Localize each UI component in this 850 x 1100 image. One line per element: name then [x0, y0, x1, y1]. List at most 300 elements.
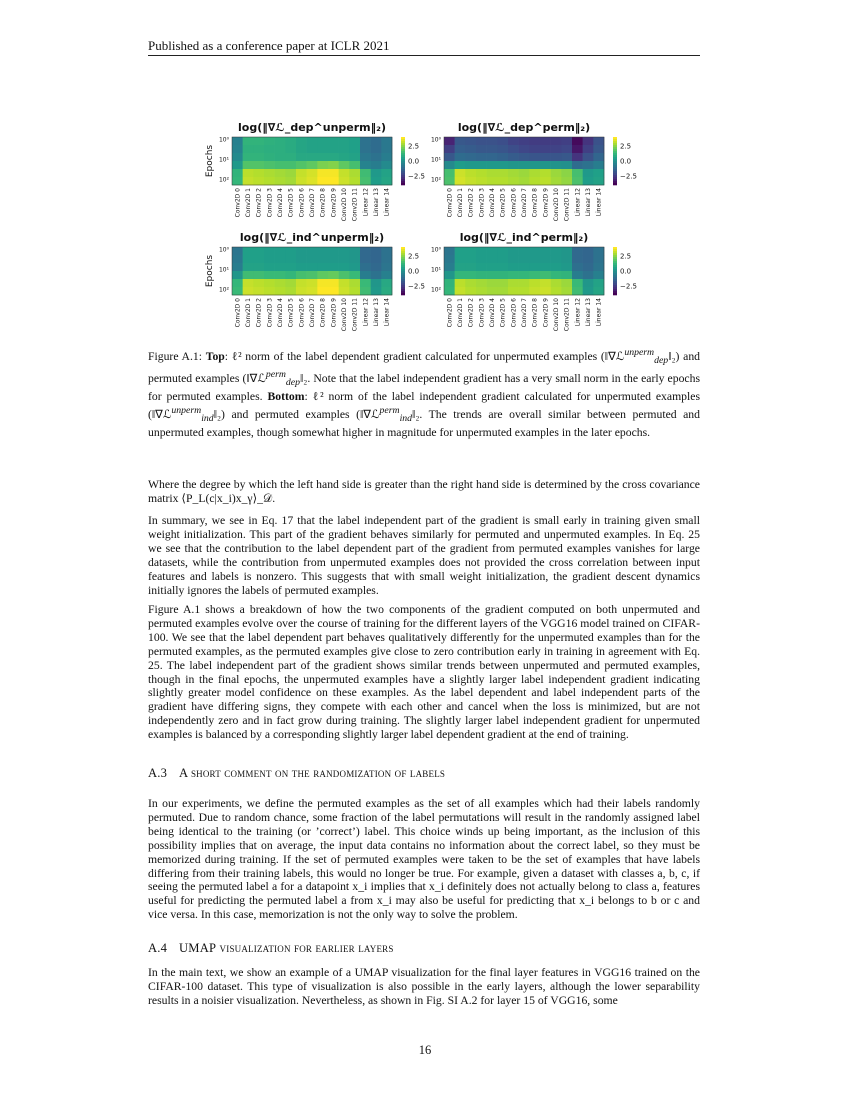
heatmap-cell [381, 161, 392, 169]
figure-caption [148, 346, 700, 440]
heatmap-cell [551, 247, 562, 255]
heatmap-cell [444, 287, 455, 295]
heatmap-cell [551, 287, 562, 295]
caption-math: perm [265, 369, 286, 381]
heatmap-cell [317, 271, 328, 279]
x-tick-label: Conv2D 7 [521, 298, 528, 328]
heatmap-cell [529, 287, 540, 295]
heatmap-cell [243, 279, 254, 287]
heatmap-cell [275, 169, 286, 177]
heatmap-cell [551, 271, 562, 279]
heatmap-cell [551, 279, 562, 287]
heatmap-cell [487, 177, 498, 185]
heatmap-cell [561, 137, 572, 145]
heatmap-cell [328, 169, 339, 177]
colorbar-segment [401, 265, 405, 267]
header-rule [148, 55, 700, 56]
heatmap-cell [497, 161, 508, 169]
x-tick-label: Conv2D 9 [542, 298, 550, 328]
colorbar-segment [401, 271, 405, 273]
x-tick-label: Conv2D 4 [277, 298, 284, 328]
heatmap-cell [519, 169, 530, 177]
x-tick-label: Conv2D 1 [245, 298, 252, 328]
colorbar-segment [613, 279, 617, 281]
heatmap-cell [371, 279, 382, 287]
colorbar-tick-label: 2.5 [408, 252, 420, 261]
paragraph [148, 603, 700, 742]
heatmap-cell [296, 177, 307, 185]
colorbar-segment [613, 257, 617, 259]
heatmap-cell [519, 271, 530, 279]
heatmap-cell [264, 255, 275, 263]
heatmap-cell [572, 145, 583, 153]
heatmap-cell [455, 263, 466, 271]
colorbar-segment [401, 175, 405, 177]
heatmap-cell [328, 161, 339, 169]
paragraph-text: In summary, we see in Eq. 17 that the label independent part of the gradient is small early in training given small weight initialization. This part of the gradient behaves similarly for permuted and unpermuted examples. In Eq. 25 we see that the contribution to the label dependent part of the gradient from permuted examples vanishes for large datasets, while the contribution from unpermuted examples does not provided the cross correlation between input features and labels is nonzero. This suggests that with small weight initialization, the gradient descent dynamics initially ignores the labels of permuted examples. [148, 514, 700, 597]
heatmap-cell [371, 137, 382, 145]
heatmap-cell [285, 153, 296, 161]
heatmap-cell [497, 145, 508, 153]
heatmap-cell [465, 169, 476, 177]
section-title: visualization for earlier layers [216, 941, 394, 955]
heatmap-cell [243, 137, 254, 145]
heatmap-cell [317, 247, 328, 255]
y-tick-label: 10¹ [430, 156, 441, 164]
heatmap-cell [444, 153, 455, 161]
heatmap-cell [572, 169, 583, 177]
heatmap-cell [476, 145, 487, 153]
heatmap-cell [253, 279, 264, 287]
heatmap-cell [243, 271, 254, 279]
heatmap-cell [275, 255, 286, 263]
x-tick-label: Linear 14 [383, 188, 391, 217]
heatmap-cell [307, 161, 318, 169]
heatmap-cell [360, 247, 371, 255]
heatmap-cell [497, 279, 508, 287]
heatmap-cell [371, 247, 382, 255]
heatmap-cell [561, 153, 572, 161]
colorbar-segment [613, 283, 617, 285]
heatmap-cell [561, 247, 572, 255]
colorbar-tick-label: −2.5 [620, 172, 637, 181]
caption-text: : ℓ² norm of the label dependent gradient calculated for unpermuted examples (‖∇ℒ [224, 349, 625, 363]
heatmap-cell [349, 279, 360, 287]
x-tick-label: Linear 13 [585, 188, 592, 217]
heatmap-cell [360, 153, 371, 161]
heatmap-cell [529, 255, 540, 263]
heatmap-cell [328, 153, 339, 161]
heatmap-cell [285, 145, 296, 153]
heatmap-cell [360, 263, 371, 271]
heatmap-cell [285, 247, 296, 255]
colorbar-segment [613, 263, 617, 265]
colorbar-segment [401, 169, 405, 171]
caption-math: ind [201, 413, 214, 425]
colorbar-segment [613, 255, 617, 257]
x-tick-label: Linear 12 [362, 188, 370, 217]
colorbar-tick-label: 2.5 [620, 252, 632, 261]
heatmap-cell [487, 279, 498, 287]
x-tick-label: Linear 12 [362, 298, 370, 327]
x-tick-label: Conv2D 8 [319, 188, 327, 218]
colorbar-segment [401, 143, 405, 145]
heatmap-cell [583, 287, 594, 295]
heatmap-cell [381, 287, 392, 295]
colorbar-segment [613, 251, 617, 253]
heatmap-cell [264, 137, 275, 145]
heatmap-cell [497, 137, 508, 145]
heatmap-cell [508, 287, 519, 295]
heatmap-cell [593, 287, 604, 295]
colorbar-segment [401, 163, 405, 165]
heatmap-cell [360, 287, 371, 295]
colorbar-segment [401, 281, 405, 283]
heatmap-cell [307, 137, 318, 145]
heatmap-cell [519, 161, 530, 169]
heatmap-cell [529, 145, 540, 153]
heatmap-cell [328, 271, 339, 279]
colorbar-tick-label: 0.0 [620, 267, 632, 276]
heatmap-cell [487, 145, 498, 153]
heatmap-cell [551, 263, 562, 271]
colorbar-segment [613, 151, 617, 153]
heatmap-cell [243, 263, 254, 271]
heatmap-cell [339, 161, 350, 169]
heatmap-cell [296, 279, 307, 287]
heatmap-cell [561, 279, 572, 287]
heatmap-cell [253, 255, 264, 263]
x-tick-label: Conv2D 7 [309, 188, 316, 218]
colorbar-segment [401, 289, 405, 291]
heatmap-cell [593, 137, 604, 145]
heatmap-cell [232, 137, 243, 145]
colorbar-segment [613, 253, 617, 255]
heatmap-cell [349, 137, 360, 145]
heatmap-cell [572, 161, 583, 169]
heatmap-cell [455, 169, 466, 177]
x-tick-label: Conv2D 3 [478, 188, 486, 218]
colorbar-segment [401, 267, 405, 269]
heatmap-cell [307, 177, 318, 185]
x-tick-label: Conv2D 0 [446, 298, 454, 328]
heatmap-cell [561, 161, 572, 169]
colorbar-segment [401, 279, 405, 281]
heatmap-cell [583, 271, 594, 279]
heatmap-cell [371, 145, 382, 153]
colorbar-segment [613, 281, 617, 283]
heatmap-cell [264, 145, 275, 153]
heatmap-cell [349, 169, 360, 177]
heatmap-cell [339, 137, 350, 145]
heatmap-cell [540, 247, 551, 255]
colorbar-segment [401, 173, 405, 175]
colorbar-segment [401, 157, 405, 159]
x-tick-label: Conv2D 3 [478, 298, 486, 328]
heatmap-cell [285, 137, 296, 145]
heatmap-cell [307, 145, 318, 153]
heatmap-cell [444, 145, 455, 153]
heatmap-cell [232, 255, 243, 263]
x-tick-label: Conv2D 0 [446, 188, 454, 218]
heatmap-cell [540, 279, 551, 287]
heatmap-cell [371, 153, 382, 161]
x-tick-label: Conv2D 2 [467, 188, 475, 218]
heatmap-cell [476, 263, 487, 271]
heatmap-cell [349, 153, 360, 161]
x-tick-label: Linear 13 [373, 188, 380, 217]
heatmap-cell [508, 169, 519, 177]
heatmap-cell [476, 271, 487, 279]
x-tick-label: Linear 14 [383, 298, 391, 327]
heatmap-cell [455, 177, 466, 185]
section-title-acronym: UMAP [179, 941, 217, 955]
heatmap-cell [519, 247, 530, 255]
x-tick-label: Conv2D 11 [563, 298, 571, 332]
heatmap-cell [285, 271, 296, 279]
x-tick-label: Linear 13 [585, 298, 592, 327]
x-tick-label: Conv2D 7 [521, 188, 528, 218]
heatmap-cell [455, 247, 466, 255]
heatmap-cell [264, 177, 275, 185]
heatmap-cell [572, 279, 583, 287]
heatmap-cell [583, 169, 594, 177]
x-tick-label: Conv2D 4 [489, 188, 496, 218]
heatmap-cell [444, 177, 455, 185]
heatmap-cell [307, 287, 318, 295]
heatmap-cell [328, 177, 339, 185]
heatmap-cell [232, 169, 243, 177]
heatmap-cell [296, 287, 307, 295]
heatmap-cell [349, 271, 360, 279]
heatmap-cell [296, 271, 307, 279]
heatmap-cell [317, 169, 328, 177]
heatmap-cell [497, 263, 508, 271]
heatmap-cell [328, 145, 339, 153]
heatmap-cell [551, 153, 562, 161]
caption-top: Top [205, 349, 225, 363]
heatmap-cell [529, 177, 540, 185]
heatmap-cell [465, 137, 476, 145]
caption-text: ‖₂. Note that the label independent gradient has a very small norm in the early epochs for permuted examples. [148, 372, 700, 404]
heatmap-cell [349, 145, 360, 153]
heatmap-cell [381, 153, 392, 161]
heatmap-cell [508, 247, 519, 255]
colorbar-segment [613, 155, 617, 157]
heatmap-cell [593, 263, 604, 271]
heatmap-cell [349, 263, 360, 271]
y-tick-label: 10² [218, 286, 229, 294]
heatmap-cell [381, 145, 392, 153]
heatmap-cell [275, 271, 286, 279]
x-tick-label: Conv2D 9 [330, 298, 338, 328]
heatmap-cell [497, 255, 508, 263]
heatmap-cell [540, 287, 551, 295]
x-tick-label: Conv2D 8 [531, 188, 539, 218]
heatmap-cell [296, 145, 307, 153]
paragraph [148, 966, 700, 1008]
paragraph-text: In the main text, we show an example of a UMAP visualization for the final layer features in VGG16 trained on the CIFAR-100 dataset. This type of visualization is also possible in the early layers, although the lower separability results in a noisier visualization. Nevertheless, as shown in Fig. SI A.2 for layer 15 of VGG16, some [148, 966, 700, 1007]
x-tick-label: Conv2D 2 [467, 298, 475, 328]
heatmap-cell [275, 279, 286, 287]
heatmap-cell [339, 263, 350, 271]
colorbar-segment [613, 147, 617, 149]
heatmap-cell [253, 271, 264, 279]
x-tick-label: Conv2D 4 [277, 188, 284, 218]
heatmap-cell [285, 177, 296, 185]
colorbar-segment [613, 139, 617, 141]
heatmap-cell [232, 279, 243, 287]
heatmap-cell [232, 271, 243, 279]
heatmap-cell [529, 169, 540, 177]
heatmap-cell [328, 263, 339, 271]
heatmap-cell [328, 279, 339, 287]
heatmap-cell [264, 263, 275, 271]
heatmap-cell [519, 153, 530, 161]
heatmap-cell [508, 279, 519, 287]
heatmap-cell [561, 271, 572, 279]
heatmap-cell [540, 145, 551, 153]
section-heading-a4 [148, 941, 394, 956]
heatmap-cell [551, 169, 562, 177]
figure-a1-heatmaps [200, 110, 640, 340]
heatmap-cell [339, 169, 350, 177]
heatmap-cell [253, 177, 264, 185]
colorbar-segment [401, 253, 405, 255]
colorbar-segment [613, 271, 617, 273]
heatmap-cell [317, 263, 328, 271]
heatmap-cell [561, 177, 572, 185]
heatmap-cell [487, 153, 498, 161]
heatmap-cell [593, 161, 604, 169]
colorbar-tick-label: 0.0 [620, 157, 632, 166]
heatmap-cell [561, 145, 572, 153]
heatmap-cell [264, 287, 275, 295]
heatmap-cell [487, 287, 498, 295]
heatmap-cell [317, 279, 328, 287]
heatmap-cell [339, 287, 350, 295]
heatmap-cell [487, 271, 498, 279]
heatmap-cell [455, 153, 466, 161]
caption-text: : ℓ² norm of the label independent gradient calculated for unpermuted examples (‖∇ℒ [148, 390, 701, 422]
heatmap-cell [465, 271, 476, 279]
heatmap-cell [455, 161, 466, 169]
heatmap-cell [476, 177, 487, 185]
colorbar-segment [613, 143, 617, 145]
colorbar-tick-label: −2.5 [620, 282, 637, 291]
colorbar-segment [401, 251, 405, 253]
heatmap-cell [540, 137, 551, 145]
heatmap-cell [264, 161, 275, 169]
colorbar-segment [401, 151, 405, 153]
heatmap-title: log(‖∇ℒ_ind^unperm‖₂) [239, 231, 385, 244]
heatmap-cell [243, 177, 254, 185]
paragraph [148, 514, 700, 597]
heatmap-cell [253, 137, 264, 145]
heatmap-cell [285, 255, 296, 263]
colorbar-segment [401, 171, 405, 173]
heatmap-cell [371, 287, 382, 295]
colorbar-segment [613, 273, 617, 275]
colorbar-segment [613, 291, 617, 293]
colorbar-segment [613, 141, 617, 143]
heatmap-cell [540, 153, 551, 161]
heatmap-cell [593, 279, 604, 287]
colorbar-segment [401, 153, 405, 155]
heatmap-cell [572, 153, 583, 161]
caption-math: dep [654, 355, 669, 367]
heatmap-cell [253, 287, 264, 295]
heatmap-cell [465, 255, 476, 263]
x-tick-label: Conv2D 6 [510, 188, 518, 218]
colorbar-tick-label: 2.5 [620, 142, 632, 151]
heatmap-title: log(‖∇ℒ_dep^unperm‖₂) [238, 121, 386, 134]
colorbar-segment [613, 169, 617, 171]
x-tick-label: Linear 12 [574, 298, 582, 327]
heatmap-cell [360, 177, 371, 185]
colorbar-segment [613, 181, 617, 183]
heatmap-cell [371, 271, 382, 279]
heatmap-cell [296, 169, 307, 177]
heatmap-cell [572, 287, 583, 295]
x-tick-label: Conv2D 1 [457, 298, 464, 328]
heatmap-cell [561, 255, 572, 263]
heatmap-cell [519, 263, 530, 271]
heatmap-cell [444, 137, 455, 145]
heatmap-cell [275, 153, 286, 161]
heatmap-title: log(‖∇ℒ_dep^perm‖₂) [457, 121, 591, 134]
heatmap-cell [487, 263, 498, 271]
colorbar-segment [613, 267, 617, 269]
heatmap-cell [487, 255, 498, 263]
colorbar-segment [401, 247, 405, 249]
colorbar-segment [613, 153, 617, 155]
heatmap-cell [307, 263, 318, 271]
heatmap-cell [529, 279, 540, 287]
heatmap-cell [371, 161, 382, 169]
y-tick-label: 10² [430, 286, 441, 294]
heatmap-cell [508, 271, 519, 279]
heatmap-cell [529, 271, 540, 279]
heatmap-cell [339, 145, 350, 153]
heatmap-cell [328, 287, 339, 295]
heatmap-cell [371, 177, 382, 185]
heatmap-cell [465, 279, 476, 287]
colorbar-segment [401, 137, 405, 139]
heatmap-cell [593, 145, 604, 153]
colorbar-segment [401, 139, 405, 141]
x-tick-label: Conv2D 11 [563, 188, 571, 222]
heatmap-cell [253, 145, 264, 153]
colorbar-segment [613, 179, 617, 181]
heatmap-cell [519, 137, 530, 145]
heatmap-cell [275, 247, 286, 255]
colorbar-segment [401, 145, 405, 147]
colorbar-segment [401, 183, 405, 185]
heatmap-cell [339, 279, 350, 287]
caption-math: unperm [171, 405, 202, 417]
heatmap-cell [583, 263, 594, 271]
heatmap-cell [455, 255, 466, 263]
heatmap-cell [317, 177, 328, 185]
x-tick-label: Conv2D 3 [266, 298, 274, 328]
colorbar-segment [613, 247, 617, 249]
heatmap-cell [360, 271, 371, 279]
heatmap-cell [497, 271, 508, 279]
heatmap-cell [572, 247, 583, 255]
heatmap-cell [444, 161, 455, 169]
heatmap-cell [508, 137, 519, 145]
